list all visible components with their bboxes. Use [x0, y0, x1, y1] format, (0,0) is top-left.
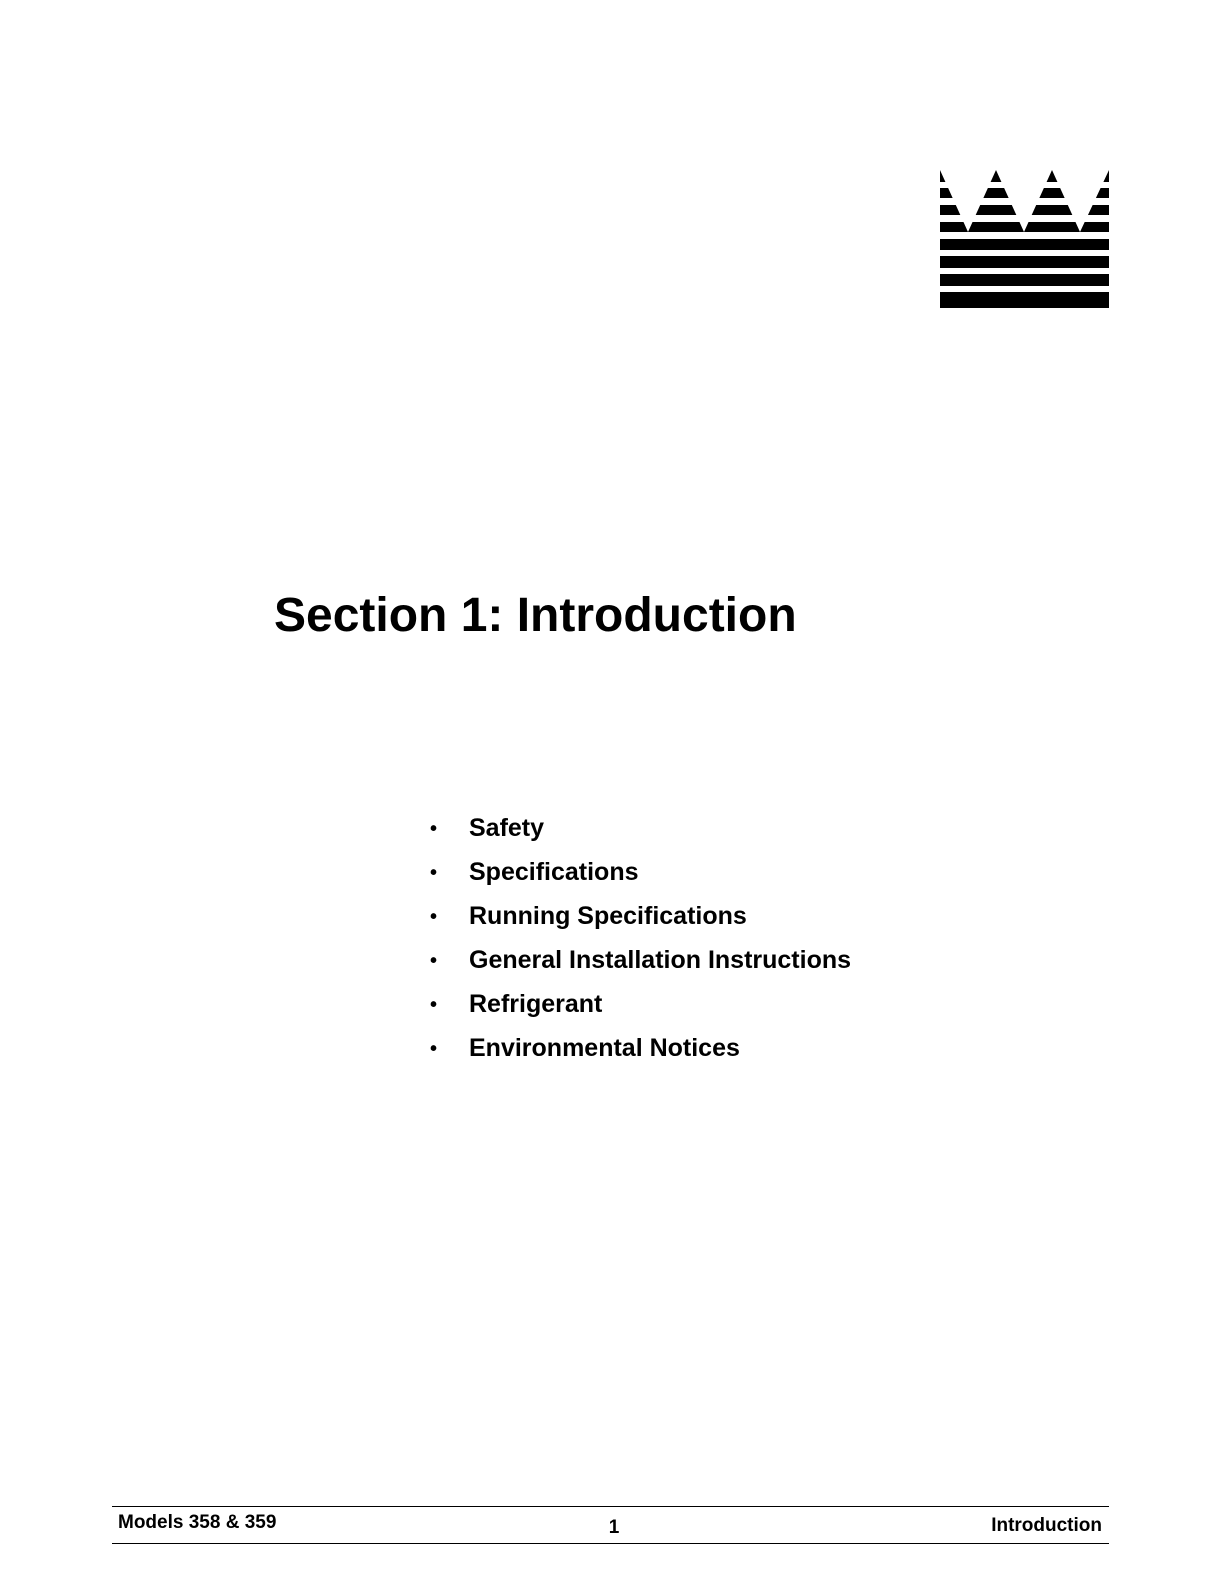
- list-item: [430, 810, 851, 854]
- list-item: [430, 898, 851, 942]
- topic-label: Refrigerant: [469, 990, 603, 1018]
- footer-divider-top: [112, 1506, 1109, 1507]
- bullet-icon: •: [430, 994, 438, 1016]
- footer-model-label: Models 358 & 359: [118, 1512, 277, 1533]
- topic-label: General Installation Instructions: [469, 946, 852, 974]
- list-item: [430, 854, 851, 898]
- bullet-icon: •: [430, 818, 438, 840]
- footer-section-label: Introduction: [991, 1515, 1102, 1536]
- topic-label: Safety: [469, 814, 545, 842]
- topic-label: Running Specifications: [469, 902, 747, 930]
- list-item: [430, 1030, 851, 1074]
- bullet-icon: •: [430, 950, 438, 972]
- list-item: [430, 942, 851, 986]
- page-number: 1: [608, 1517, 620, 1538]
- bullet-icon: •: [430, 862, 438, 884]
- topic-list: [430, 810, 851, 1074]
- section-title: Section 1: Introduction: [274, 589, 797, 642]
- list-item: [430, 986, 851, 1030]
- bullet-icon: •: [430, 906, 438, 928]
- bullet-icon: •: [430, 1038, 438, 1060]
- topic-label: Specifications: [469, 858, 639, 886]
- footer-divider-bottom: [112, 1543, 1109, 1544]
- topic-label: Environmental Notices: [469, 1034, 740, 1062]
- crown-stripes-logo-icon: [940, 170, 1109, 308]
